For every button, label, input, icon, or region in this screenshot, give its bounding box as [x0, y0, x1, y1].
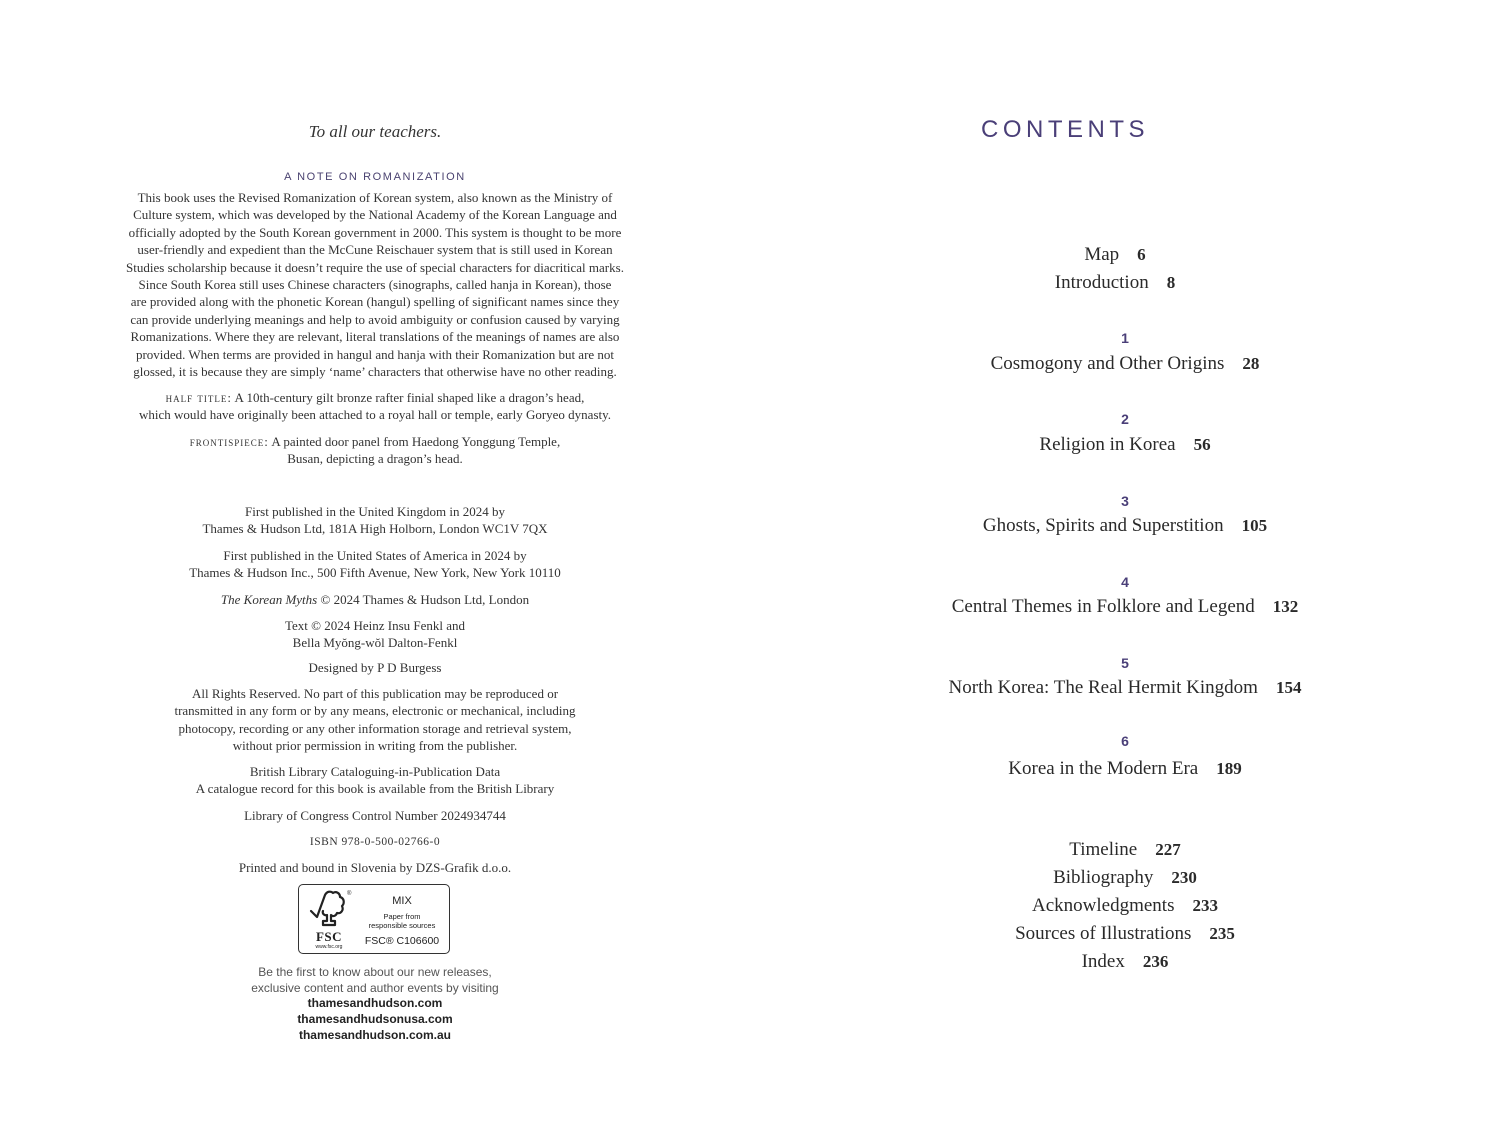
uk-publication: First published in the United Kingdom in 2024 by Thames & Hudson Ltd, 181A High Holborn, London WC1V 7QX: [202, 504, 548, 537]
toc-page-number: 132: [1272, 597, 1299, 616]
toc-entry-title: Central Themes in Folklore and Legend: [951, 596, 1255, 617]
dedication: To all our teachers.: [308, 122, 442, 141]
copyright-line: The Korean Myths © 2024 Thames & Hudson Ltd, London: [220, 592, 530, 607]
romanization-note-body: [100, 189, 650, 380]
note-line: officially adopted by the South Korean government in 2000. This system is thought to be more: [128, 224, 622, 240]
toc-entry-chapter[interactable]: [750, 515, 1500, 537]
toc-entry-title: Bibliography: [1053, 867, 1154, 888]
toc-entry-title: Ghosts, Spirits and Superstition: [982, 515, 1224, 536]
fsc-logo: [307, 889, 351, 949]
toc-entry-title: Korea in the Modern Era: [1008, 758, 1199, 779]
toc-entry-back[interactable]: [750, 839, 1500, 861]
chapter-number: 5: [1121, 655, 1129, 671]
fsc-certification-badge: [298, 884, 450, 954]
note-line: This book uses the Revised Romanization of Korean system, also known as the Ministry of: [137, 190, 613, 205]
note-line: provided. When terms are provided in hangul and hanja with their Romanization but are not: [135, 346, 615, 362]
publisher-websites: [0, 995, 750, 1043]
toc-page-number: 236: [1142, 952, 1169, 971]
printer-credit: Printed and bound in Slovenia by DZS-Grafik d.o.o.: [238, 860, 512, 875]
toc-entry-chapter[interactable]: [750, 596, 1500, 618]
toc-entry-back[interactable]: [750, 895, 1500, 917]
registered-mark: ®: [347, 891, 352, 897]
romanization-note-heading: A NOTE ON ROMANIZATION: [284, 171, 466, 183]
toc-entry-title: Acknowledgments: [1032, 895, 1175, 916]
book-title: The Korean Myths: [220, 592, 318, 607]
toc-entry-back[interactable]: [750, 923, 1500, 945]
toc-page-number: 233: [1192, 896, 1218, 915]
toc-entry-chapter[interactable]: [750, 758, 1500, 780]
toc-entry-title: Timeline: [1069, 839, 1138, 860]
toc-entry-back[interactable]: [750, 951, 1500, 973]
note-line: are provided along with the phonetic Korean (hangul) spelling of significant names since they: [130, 294, 620, 310]
toc-entry-front[interactable]: [750, 244, 1480, 266]
chapter-number: 6: [1121, 733, 1129, 749]
toc-entry-title: Map: [1084, 244, 1120, 265]
toc-page-number: 235: [1209, 924, 1235, 943]
half-title-label: half title:: [165, 390, 233, 405]
toc-page-number: 230: [1171, 868, 1197, 887]
note-line: Studies scholarship because it doesn’t require the use of special characters for diacritical marks.: [126, 259, 624, 275]
toc-entry-chapter[interactable]: [750, 353, 1500, 375]
toc-page-number: 6: [1137, 245, 1146, 264]
loc-number: Library of Congress Control Number 2024934744: [244, 808, 506, 823]
designer-credit: Designed by P D Burgess: [308, 660, 442, 675]
toc-entry-title: Sources of Illustrations: [1015, 923, 1192, 944]
us-publication: First published in the United States of America in 2024 by Thames & Hudson Inc., 500 Fifth Avenue, New York, New York 10110: [189, 548, 561, 581]
toc-page-number: 105: [1241, 516, 1268, 535]
chapter-number: 3: [1121, 493, 1129, 509]
toc-page-number: 154: [1275, 678, 1302, 697]
note-line: Culture system, which was developed by the National Academy of the Korean Language and: [133, 207, 617, 223]
frontispiece-label: frontispiece:: [189, 434, 269, 449]
toc-page-number: 8: [1166, 273, 1176, 292]
contents-page: [750, 0, 1500, 1140]
half-title-caption: half title: A 10th-century gilt bronze rafter finial shaped like a dragon’s head, which would have originally been attached to a royal hall or temple, early Goryeo dynasty.: [138, 390, 612, 423]
toc-entry-title: Introduction: [1054, 272, 1149, 293]
toc-page-number: 56: [1193, 435, 1211, 454]
text-copyright: Text © 2024 Heinz Insu Fenkl and Bella Myŏng-wŏl Dalton-Fenkl: [284, 618, 466, 651]
toc-entry-chapter[interactable]: [750, 434, 1500, 456]
website-link[interactable]: thamesandhudson.com: [307, 996, 443, 1010]
fsc-tree-checkmark-icon: [309, 889, 352, 929]
toc-entry-chapter[interactable]: [750, 677, 1500, 699]
chapter-number: 1: [1121, 330, 1129, 346]
toc-entry-front[interactable]: [750, 272, 1480, 294]
note-line: can provide underlying meanings and help to avoid ambiguity or confusion caused by varying: [130, 311, 620, 327]
frontispiece-caption: frontispiece: A painted door panel from Haedong Yonggung Temple, Busan, depicting a dragon’s head.: [189, 434, 561, 467]
isbn: ISBN 978-0-500-02766-0: [309, 836, 441, 848]
toc-page-number: 189: [1216, 759, 1242, 778]
british-library-data: British Library Cataloguing-in-Publication Data A catalogue record for this book is available from the British Library: [195, 764, 555, 797]
website-link[interactable]: thamesandhudson.com.au: [298, 1028, 452, 1042]
note-line: glossed, it is because they are simply ‘name’ characters that otherwise have no other reading.: [133, 364, 617, 380]
toc-entry-title: Religion in Korea: [1039, 434, 1176, 455]
toc-entry-back[interactable]: [750, 867, 1500, 889]
toc-entry-title: Cosmogony and Other Origins: [990, 353, 1225, 374]
note-line: user-friendly and expedient than the McCune Reischauer system that is still used in Korean: [137, 242, 613, 258]
chapter-number: 4: [1121, 574, 1129, 590]
chapter-number: 2: [1121, 411, 1129, 427]
fsc-wordmark: FSC: [315, 929, 343, 944]
note-line: Since South Korea still uses Chinese characters (sinographs, called hanja in Korean), those: [138, 277, 612, 293]
toc-page-number: 28: [1242, 354, 1260, 373]
note-line: Romanizations. Where they are relevant, literal translations of the meanings of names are also: [130, 329, 620, 345]
newsletter-promo: Be the first to know about our new releases, exclusive content and author events by visiting: [251, 965, 499, 995]
fsc-mix-label: MIX: [392, 895, 412, 907]
toc-entry-title: Index: [1081, 951, 1125, 972]
fsc-license-code: FSC® C106600: [364, 935, 440, 947]
fsc-paper-label: Paper from responsible sources: [368, 912, 436, 930]
website-link[interactable]: thamesandhudsonusa.com: [297, 1012, 453, 1026]
contents-title: CONTENTS: [981, 116, 1149, 143]
toc-entry-title: North Korea: The Real Hermit Kingdom: [948, 677, 1258, 698]
fsc-url: www.fsc.org: [315, 944, 343, 950]
rights-statement: All Rights Reserved. No part of this publication may be reproduced or transmitted in any form or by any means, electronic or mechanical, including photocopy, recording or any other information storage and retrieval system, without prior permission in writing from the publisher.: [174, 686, 576, 754]
toc-page-number: 227: [1155, 840, 1181, 859]
